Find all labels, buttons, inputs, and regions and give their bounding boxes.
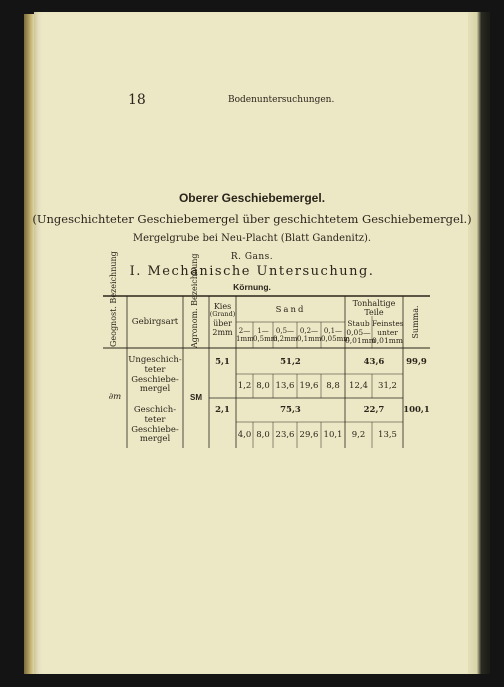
row2-gebirgsart-line2: teter xyxy=(144,414,166,425)
row1-staub: 12,4 xyxy=(349,381,368,391)
header-staub-line2: 0,05— xyxy=(346,327,371,337)
row2-ton-total: 22,7 xyxy=(363,405,385,415)
row2-sand-total: 75,3 xyxy=(280,405,301,415)
header-sand-col4-line1: 0,2— xyxy=(299,327,319,335)
running-header: Bodenuntersuchungen. xyxy=(228,95,335,105)
row2-sand-2: 8,0 xyxy=(256,430,270,440)
row1-sand-3: 13,6 xyxy=(275,381,295,391)
page-edge-right xyxy=(468,12,490,674)
header-kies-line4: 2mm xyxy=(212,327,233,337)
header-sand-col1 xyxy=(236,327,253,343)
row2-sand-1: 4,0 xyxy=(237,430,252,440)
row2-sand-5: 10,1 xyxy=(323,430,343,440)
header-sand-col5-line2: 0,05mm xyxy=(321,335,350,344)
header-summa: Summa. xyxy=(411,305,420,339)
row1-sand-2: 8,0 xyxy=(256,381,270,391)
header-sand-col2-line1: 1— xyxy=(257,327,269,335)
header-sand-col1-line1: 2— xyxy=(238,327,251,335)
row1-summa: 99,9 xyxy=(406,357,427,367)
section-heading: I. Mechanische Untersuchung. xyxy=(129,264,375,279)
row1-sand-4: 19,6 xyxy=(299,381,319,391)
header-sand-col1-line2: 1mm xyxy=(236,335,254,344)
row2-gebirgsart-line4: mergel xyxy=(139,434,171,445)
row2-sand-4: 29,6 xyxy=(299,430,319,440)
header-sand-col5-line1: 0,1— xyxy=(323,327,343,335)
header-geognost: Geognost. Bezeichnung xyxy=(109,251,118,347)
header-kies-line1: Kies xyxy=(213,302,232,311)
header-sand-col4 xyxy=(297,327,321,343)
row2-kies: 2,1 xyxy=(215,405,230,415)
subsection-heading: Körnung. xyxy=(233,282,271,292)
row1-feinstes: 31,2 xyxy=(378,381,397,391)
row1-gebirgsart-line3: Geschiebe- xyxy=(131,374,179,385)
row1-kies: 5,1 xyxy=(215,357,230,367)
header-feinstes-line1: Feinstes xyxy=(372,319,404,328)
row1-gebirgsart-line4: mergel xyxy=(139,384,171,395)
page-title: Oberer Geschiebemergel. xyxy=(178,191,326,205)
header-sand-col4-line2: 0,1mm xyxy=(297,335,322,344)
row2-gebirgsart-line3: Geschiebe- xyxy=(131,424,179,435)
row2-sand-3: 23,6 xyxy=(275,430,295,440)
row2-summa: 100,1 xyxy=(403,405,430,415)
header-feinstes-line2: unter xyxy=(377,327,398,337)
header-kies-line2: (Grand) xyxy=(209,310,236,319)
header-tonhaltige-line1: Tonhaltige xyxy=(352,299,396,308)
subtitle: (Ungeschichteter Geschiebemergel über geschichtetem Geschiebemergel.) xyxy=(32,212,472,226)
header-sand: Sand xyxy=(275,305,306,315)
row1-sand-total: 51,2 xyxy=(280,357,301,367)
page-number: 18 xyxy=(128,92,146,108)
header-sand-col3-line1: 0,5— xyxy=(275,327,295,335)
header-kies-line3: über xyxy=(213,318,232,328)
header-sand-col5 xyxy=(321,327,350,344)
row1-gebirgsart-line1: Ungeschich- xyxy=(128,355,182,365)
agronom-value: SM xyxy=(190,393,202,402)
row2-staub: 9,2 xyxy=(351,430,366,440)
row1-ton-total: 43,6 xyxy=(363,357,385,367)
row2-feinstes: 13,5 xyxy=(378,430,397,440)
table-row-1-gebirgsart xyxy=(127,356,183,395)
header-sand-col2-line2: 0,5mm xyxy=(253,335,278,344)
header-feinstes-line3: 0,01mm xyxy=(372,336,403,346)
location-line: Mergelgrube bei Neu-Placht (Blatt Gandenitz). xyxy=(132,233,372,244)
header-staub-line3: 0,01mm xyxy=(345,336,376,346)
row1-sand-1: 1,2 xyxy=(237,381,252,391)
header-feinstes xyxy=(372,320,403,346)
header-agronom: Agronom. Bezeichnung xyxy=(190,253,199,348)
geognost-value: ∂m xyxy=(108,392,122,402)
row1-gebirgsart-line2: teter xyxy=(144,364,166,375)
row1-sand-5: 8,8 xyxy=(326,381,340,391)
table-row-2-gebirgsart xyxy=(127,406,183,445)
header-tonhaltige-line2: Teile xyxy=(364,308,384,318)
header-sand-col3 xyxy=(273,327,297,343)
header-staub-line1: Staub xyxy=(347,319,370,328)
header-sand-col3-line2: 0,2mm xyxy=(273,335,298,344)
header-sand-col2 xyxy=(253,327,278,344)
header-staub xyxy=(345,319,376,346)
header-gebirgsart: Gebirgsart xyxy=(131,317,179,327)
author: R. Gans. xyxy=(230,252,274,262)
header-tonhaltige xyxy=(345,299,403,317)
row2-gebirgsart-line1: Geschich- xyxy=(133,405,177,415)
header-kies xyxy=(209,302,236,337)
